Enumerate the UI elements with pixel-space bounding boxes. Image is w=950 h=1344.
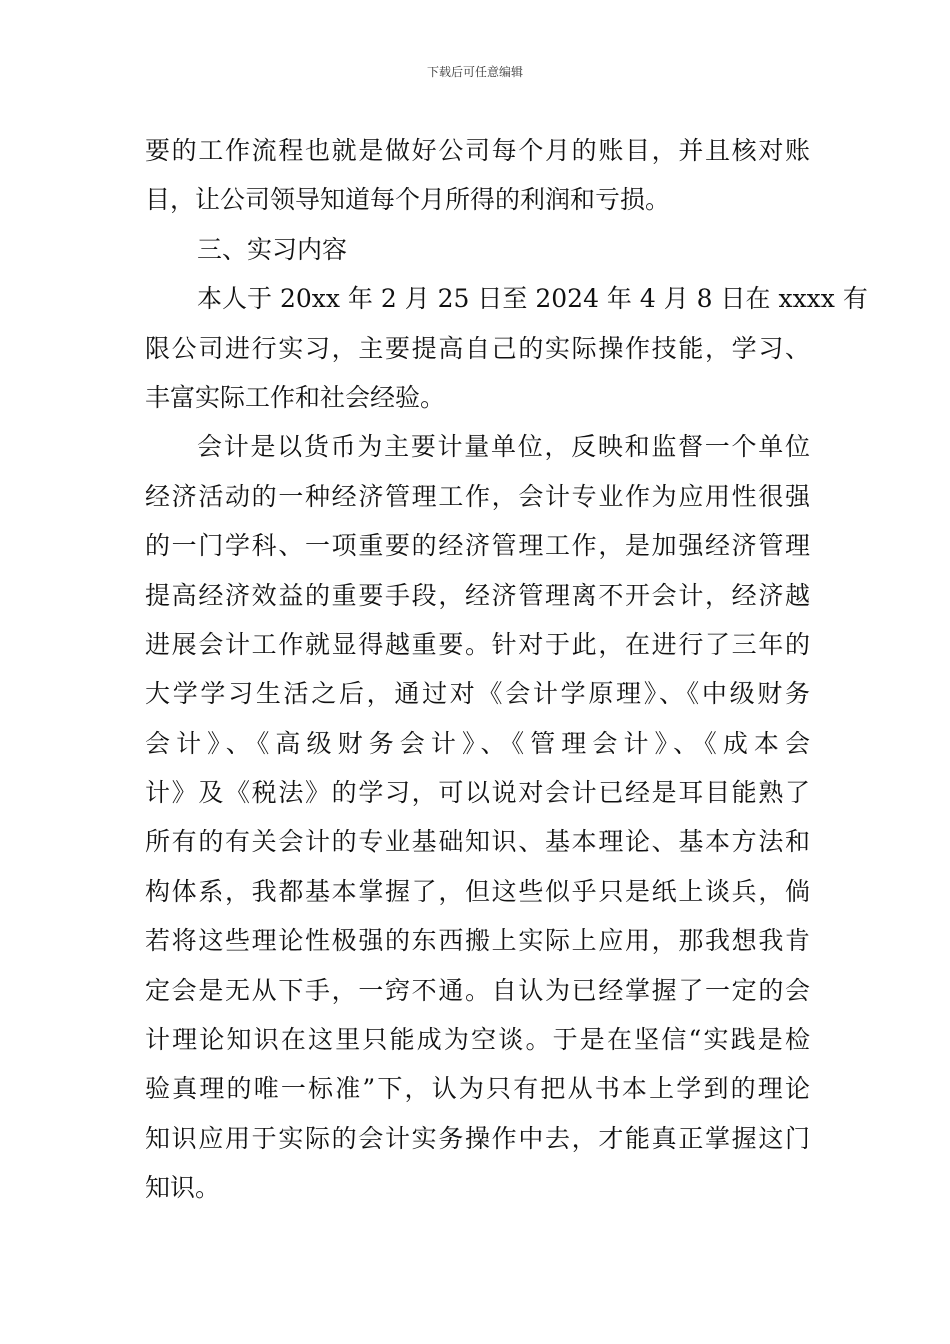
text-line: 定会是无从下手，一窍不通。自认为已经掌握了一定的会 <box>145 975 810 1005</box>
text-line: 提高经济效益的重要手段，经济管理离不开会计，经济越 <box>145 580 810 610</box>
text-line: 所有的有关会计的专业基础知识、基本理论、基本方法和 <box>145 827 810 857</box>
text-line: 的一门学科、一项重要的经济管理工作，是加强经济管理 <box>145 531 810 561</box>
text-line: 若将这些理论性极强的东西搬上实际上应用，那我想我肯 <box>145 926 810 956</box>
page-header: 下载后可任意编辑 <box>426 65 523 79</box>
text-line: 目，让公司领导知道每个月所得的利润和亏损。 <box>145 185 671 215</box>
text-line: 经济活动的一种经济管理工作，会计专业作为应用性很强 <box>145 481 810 511</box>
document-body <box>145 126 868 1213</box>
text-line: 三、实习内容 <box>197 234 348 264</box>
text-line: 计理论知识在这里只能成为空谈。于是在坚信“实践是检 <box>145 1025 810 1055</box>
text-line: 进展会计工作就显得越重要。针对于此，在进行了三年的 <box>145 629 810 659</box>
text-line: 构体系，我都基本掌握了，但这些似乎只是纸上谈兵，倘 <box>145 876 810 906</box>
text-line: 本人于 20xx 年 2 月 25 日至 2024 年 4 月 8 日在 xxxx 有 <box>197 284 868 314</box>
text-line: 限公司进行实习，主要提高自己的实际操作技能，学习、 <box>145 333 810 363</box>
text-line: 验真理的唯一标准”下，认为只有把从书本上学到的理论 <box>145 1074 810 1104</box>
text-line: 知识。 <box>145 1173 221 1203</box>
text-line: 会计》、《高级财务会计》、《管理会计》、《成本会 <box>145 728 810 758</box>
text-line: 要的工作流程也就是做好公司每个月的账目，并且核对账 <box>145 136 810 165</box>
text-line: 计》及《税法》的学习，可以说对会计已经是耳目能熟了 <box>145 778 810 808</box>
text-line: 丰富实际工作和社会经验。 <box>145 382 446 412</box>
text-line: 会计是以货币为主要计量单位，反映和监督一个单位 <box>197 432 810 462</box>
text-line: 知识应用于实际的会计实务操作中去，才能真正掌握这门 <box>145 1123 810 1153</box>
text-line: 大学学习生活之后，通过对《会计学原理》、《中级财务 <box>145 679 810 709</box>
